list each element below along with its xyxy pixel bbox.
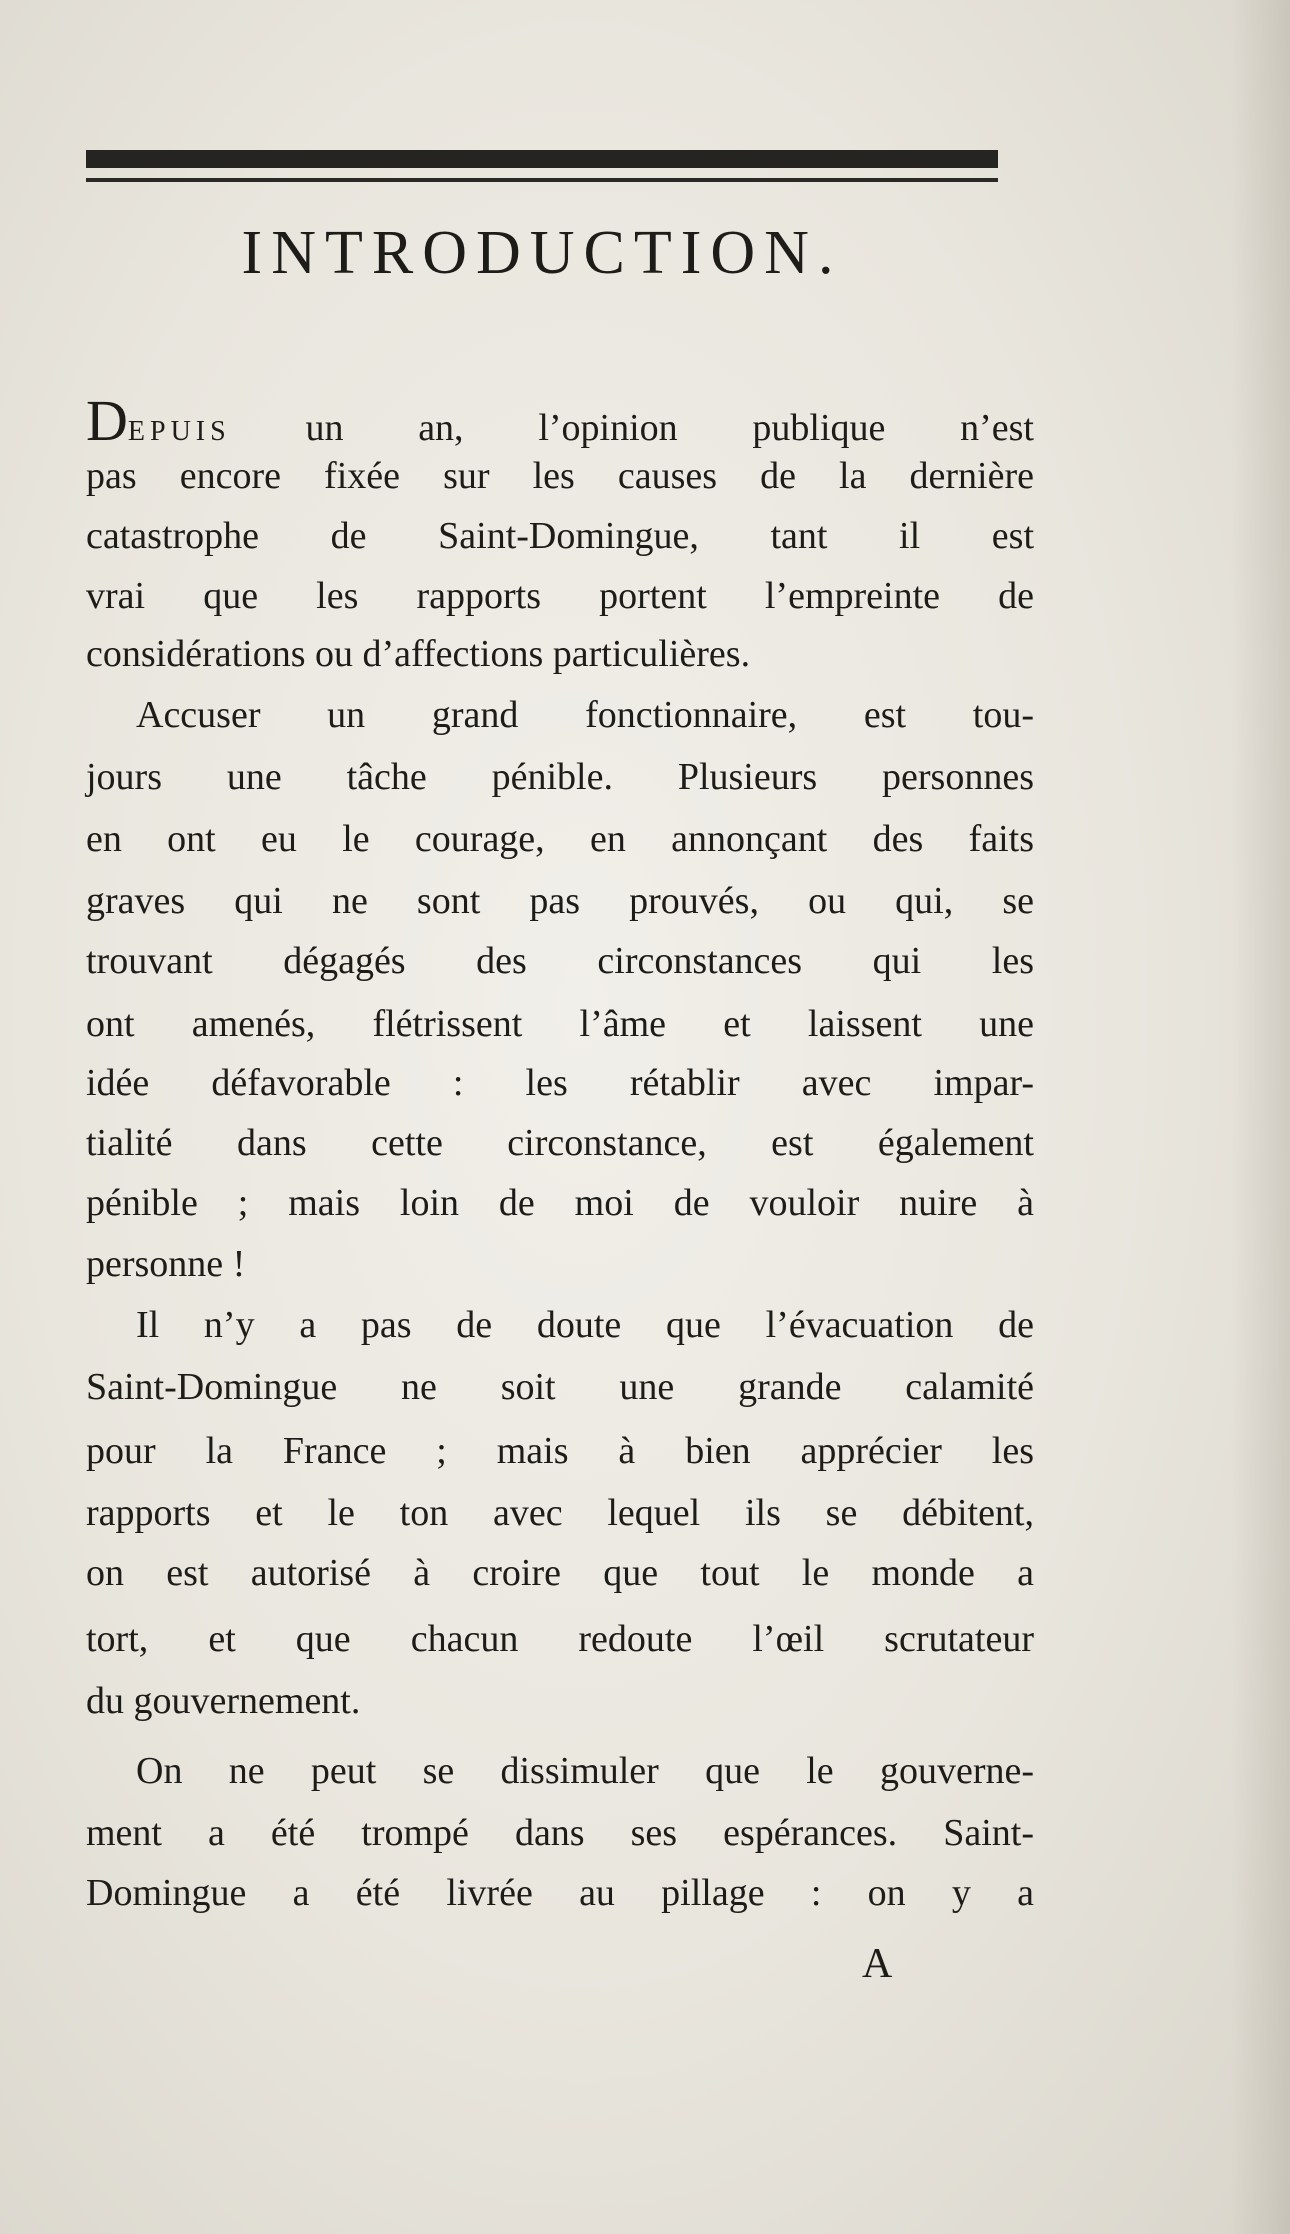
text-line: du gouvernement.	[86, 1680, 361, 1722]
text-line: ment a été trompé dans ses espérances. Saint-	[86, 1812, 1034, 1854]
page-title: INTRODUCTION.	[241, 219, 843, 287]
text-line: tort, et que chacun redoute l’œil scrutateur	[86, 1618, 1034, 1660]
text-line-first	[86, 388, 1034, 453]
signature-mark: A	[862, 1941, 893, 1987]
header-rule-thick	[86, 150, 998, 168]
text-line: ont amenés, flétrissent l’âme et laissent une	[86, 1003, 1034, 1045]
first-line-rest: un an, l’opinion publique n’est	[230, 407, 1034, 449]
text-line: pour la France ; mais à bien apprécier les	[86, 1430, 1034, 1472]
text-line: personne !	[86, 1243, 246, 1285]
small-caps: EPUIS	[127, 416, 231, 447]
text-line: trouvant dégagés des circonstances qui les	[86, 940, 1034, 982]
text-line: en ont eu le courage, en annonçant des faits	[86, 818, 1034, 860]
text-line: on est autorisé à croire que tout le monde a	[86, 1552, 1034, 1594]
text-line: Accuser un grand fonctionnaire, est tou-	[136, 694, 1034, 736]
text-line: Il n’y a pas de doute que l’évacuation de	[136, 1304, 1034, 1346]
text-line: idée défavorable : les rétablir avec impar-	[86, 1062, 1034, 1104]
text-line: pénible ; mais loin de moi de vouloir nuire à	[86, 1182, 1034, 1224]
text-line: catastrophe de Saint-Domingue, tant il est	[86, 515, 1034, 557]
drop-cap: D	[86, 388, 128, 453]
text-line: Saint-Domingue ne soit une grande calamité	[86, 1366, 1034, 1408]
text-line: pas encore fixée sur les causes de la dernière	[86, 455, 1034, 497]
text-line: On ne peut se dissimuler que le gouverne-	[136, 1750, 1034, 1792]
text-line: Domingue a été livrée au pillage : on y a	[86, 1872, 1034, 1914]
text-line: vrai que les rapports portent l’empreinte de	[86, 575, 1034, 617]
text-line: jours une tâche pénible. Plusieurs personnes	[86, 756, 1034, 798]
text-line: graves qui ne sont pas prouvés, ou qui, se	[86, 880, 1034, 922]
text-line: considérations ou d’affections particulières.	[86, 633, 751, 675]
header-rule-thin	[86, 178, 998, 182]
text-line: tialité dans cette circonstance, est également	[86, 1122, 1034, 1164]
page-edge-shadow	[1230, 0, 1290, 2234]
text-line: rapports et le ton avec lequel ils se débitent,	[86, 1492, 1034, 1534]
